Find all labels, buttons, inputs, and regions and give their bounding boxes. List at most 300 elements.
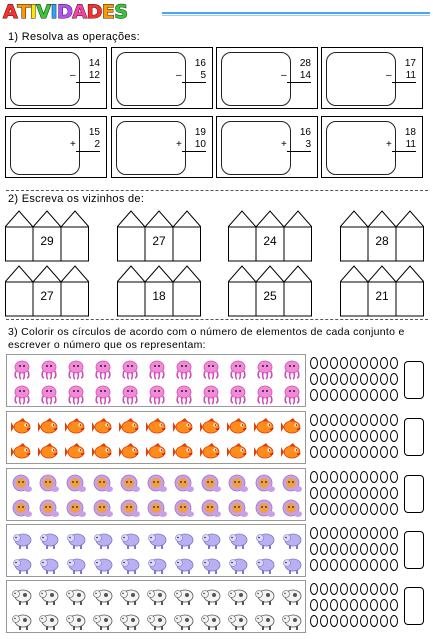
octopus-icon bbox=[11, 360, 33, 380]
title-letter: E bbox=[101, 1, 115, 23]
operand-top: 17 bbox=[404, 58, 416, 69]
count-circle[interactable] bbox=[380, 471, 388, 483]
lion-icon bbox=[146, 474, 168, 494]
count-circle[interactable] bbox=[330, 503, 338, 515]
count-circle[interactable] bbox=[370, 527, 378, 539]
center-number: 27 bbox=[40, 289, 54, 303]
operation-numbers bbox=[176, 127, 206, 152]
count-circle[interactable] bbox=[310, 389, 318, 401]
octopus-icon bbox=[146, 385, 168, 405]
count-circle[interactable] bbox=[320, 583, 328, 595]
count-circle[interactable] bbox=[380, 559, 388, 571]
octopus-icon bbox=[11, 385, 33, 405]
count-circle[interactable] bbox=[340, 543, 348, 555]
octopus-icon bbox=[38, 360, 60, 380]
count-circle[interactable] bbox=[360, 487, 368, 499]
lion-icon bbox=[281, 474, 303, 494]
operation-numbers bbox=[70, 58, 100, 83]
left-neighbor-blank[interactable] bbox=[118, 283, 144, 316]
operation-cell bbox=[321, 116, 423, 178]
count-circle[interactable] bbox=[350, 599, 358, 611]
count-circle[interactable] bbox=[390, 357, 398, 369]
count-circle[interactable] bbox=[350, 543, 358, 555]
count-circle[interactable] bbox=[390, 527, 398, 539]
count-circle[interactable] bbox=[370, 487, 378, 499]
lion-icon bbox=[254, 474, 276, 494]
octopus-icon bbox=[173, 360, 195, 380]
sheep-icon bbox=[119, 530, 141, 550]
count-circle[interactable] bbox=[340, 599, 348, 611]
count-circle[interactable] bbox=[360, 615, 368, 627]
count-circle[interactable] bbox=[380, 543, 388, 555]
answer-box[interactable] bbox=[404, 531, 424, 569]
operation-cell bbox=[5, 116, 107, 178]
lion-icon bbox=[254, 499, 276, 519]
operator-sign: + bbox=[70, 139, 76, 150]
count-circle[interactable] bbox=[340, 487, 348, 499]
count-circle[interactable] bbox=[320, 503, 328, 515]
operation-numbers bbox=[281, 127, 311, 152]
count-circle[interactable] bbox=[370, 583, 378, 595]
answer-box[interactable] bbox=[404, 587, 424, 625]
operand-bottom bbox=[70, 139, 100, 152]
circle-set bbox=[310, 468, 400, 521]
count-circle[interactable] bbox=[330, 446, 338, 458]
count-circle[interactable] bbox=[390, 373, 398, 385]
octopus-icon bbox=[227, 360, 249, 380]
count-circle[interactable] bbox=[350, 446, 358, 458]
count-circle[interactable] bbox=[380, 487, 388, 499]
section-divider bbox=[6, 319, 428, 320]
count-circle[interactable] bbox=[350, 559, 358, 571]
operand-top: 16 bbox=[299, 127, 311, 138]
title-letter: S bbox=[114, 1, 128, 23]
header-divider bbox=[162, 12, 430, 14]
sheep-icon bbox=[146, 530, 168, 550]
octopus-icon bbox=[119, 385, 141, 405]
count-circle[interactable] bbox=[380, 414, 388, 426]
fish-icon bbox=[173, 417, 195, 437]
fish-icon bbox=[38, 417, 60, 437]
count-circle[interactable] bbox=[360, 599, 368, 611]
count-circle[interactable] bbox=[320, 599, 328, 611]
count-circle[interactable] bbox=[360, 430, 368, 442]
left-neighbor-blank[interactable] bbox=[6, 283, 32, 316]
title-letter: T bbox=[17, 1, 30, 23]
lion-icon bbox=[227, 499, 249, 519]
count-circle[interactable] bbox=[350, 414, 358, 426]
cow-icon bbox=[11, 611, 33, 631]
operand-bottom-value: 5 bbox=[200, 70, 206, 81]
sheep-icon bbox=[11, 555, 33, 575]
count-circle[interactable] bbox=[350, 527, 358, 539]
count-circle[interactable] bbox=[330, 527, 338, 539]
header-divider-thin bbox=[162, 15, 430, 16]
cow-icon bbox=[65, 586, 87, 606]
count-circle[interactable] bbox=[360, 373, 368, 385]
count-circle[interactable] bbox=[320, 430, 328, 442]
title-logo bbox=[3, 1, 128, 23]
operation-cell bbox=[5, 47, 107, 109]
count-circle[interactable] bbox=[370, 446, 378, 458]
count-circle[interactable] bbox=[340, 357, 348, 369]
count-circle[interactable] bbox=[340, 373, 348, 385]
right-neighbor-blank[interactable] bbox=[174, 283, 200, 316]
count-circle[interactable] bbox=[310, 615, 318, 627]
count-circle[interactable] bbox=[330, 543, 338, 555]
count-circle[interactable] bbox=[390, 543, 398, 555]
operator-sign: + bbox=[176, 139, 182, 150]
question-3-title-line2: escrever o número que os representam: bbox=[8, 339, 206, 351]
count-circle[interactable] bbox=[330, 559, 338, 571]
operator-sign: – bbox=[281, 70, 287, 81]
count-circle[interactable] bbox=[360, 543, 368, 555]
operation-numbers bbox=[386, 127, 416, 152]
fish-icon bbox=[11, 417, 33, 437]
neighbor-house bbox=[117, 262, 201, 317]
operand-bottom bbox=[281, 70, 311, 83]
center-number: 28 bbox=[375, 234, 389, 248]
count-circle[interactable] bbox=[310, 430, 318, 442]
lion-icon bbox=[200, 474, 222, 494]
count-circle[interactable] bbox=[390, 414, 398, 426]
count-circle[interactable] bbox=[320, 615, 328, 627]
count-circle[interactable] bbox=[360, 357, 368, 369]
octopus-icon bbox=[65, 360, 87, 380]
count-circle[interactable] bbox=[370, 471, 378, 483]
left-neighbor-blank[interactable] bbox=[341, 228, 367, 261]
cow-icon bbox=[227, 586, 249, 606]
right-neighbor-blank[interactable] bbox=[397, 228, 423, 261]
octopus-icon bbox=[38, 385, 60, 405]
fish-icon bbox=[173, 442, 195, 462]
operand-bottom bbox=[281, 139, 311, 152]
cow-icon bbox=[38, 611, 60, 631]
page-header bbox=[0, 0, 433, 24]
count-circle[interactable] bbox=[350, 487, 358, 499]
operand-top: 16 bbox=[194, 58, 206, 69]
count-circle[interactable] bbox=[340, 583, 348, 595]
count-circle[interactable] bbox=[310, 503, 318, 515]
lion-icon bbox=[119, 474, 141, 494]
question-3-title-line1: 3) Colorir os círculos de acordo com o número de elementos de cada conjunto e bbox=[8, 326, 405, 338]
count-circle[interactable] bbox=[330, 487, 338, 499]
neighbor-house bbox=[5, 207, 89, 262]
lion-icon bbox=[11, 474, 33, 494]
count-circle[interactable] bbox=[310, 583, 318, 595]
right-neighbor-blank[interactable] bbox=[397, 283, 423, 316]
title-letter: I bbox=[50, 1, 58, 23]
count-circle[interactable] bbox=[370, 389, 378, 401]
count-circle[interactable] bbox=[350, 389, 358, 401]
count-circle[interactable] bbox=[340, 615, 348, 627]
sheep-icon bbox=[200, 555, 222, 575]
lion-icon bbox=[11, 499, 33, 519]
operator-sign: – bbox=[386, 70, 392, 81]
octopus-icon bbox=[200, 360, 222, 380]
count-circle[interactable] bbox=[370, 414, 378, 426]
count-circle[interactable] bbox=[320, 543, 328, 555]
cow-icon bbox=[173, 586, 195, 606]
octopus-icon bbox=[92, 385, 114, 405]
lion-icon bbox=[173, 474, 195, 494]
right-neighbor-blank[interactable] bbox=[174, 228, 200, 261]
count-circle[interactable] bbox=[360, 583, 368, 595]
sheep-icon bbox=[65, 530, 87, 550]
operand-top: 19 bbox=[194, 127, 206, 138]
operator-sign: + bbox=[386, 139, 392, 150]
title-letter: A bbox=[72, 1, 87, 23]
count-circle[interactable] bbox=[390, 471, 398, 483]
count-circle[interactable] bbox=[390, 559, 398, 571]
count-circle[interactable] bbox=[360, 414, 368, 426]
lion-icon bbox=[65, 499, 87, 519]
neighbor-house bbox=[5, 262, 89, 317]
count-circle[interactable] bbox=[350, 373, 358, 385]
operation-cell bbox=[216, 47, 318, 109]
count-circle[interactable] bbox=[310, 487, 318, 499]
sheep-icon bbox=[281, 530, 303, 550]
count-circle[interactable] bbox=[310, 527, 318, 539]
count-circle[interactable] bbox=[330, 583, 338, 595]
left-neighbor-blank[interactable] bbox=[229, 228, 255, 261]
count-circle[interactable] bbox=[330, 599, 338, 611]
right-neighbor-blank[interactable] bbox=[285, 283, 311, 316]
operand-bottom-value: 11 bbox=[405, 70, 416, 81]
count-circle[interactable] bbox=[360, 527, 368, 539]
count-circle[interactable] bbox=[310, 471, 318, 483]
lion-icon bbox=[281, 499, 303, 519]
cow-icon bbox=[254, 611, 276, 631]
count-circle[interactable] bbox=[340, 430, 348, 442]
count-circle[interactable] bbox=[350, 583, 358, 595]
count-circle[interactable] bbox=[320, 471, 328, 483]
left-neighbor-blank[interactable] bbox=[6, 228, 32, 261]
count-circle[interactable] bbox=[310, 543, 318, 555]
count-circle[interactable] bbox=[310, 599, 318, 611]
count-circle[interactable] bbox=[370, 430, 378, 442]
sheep-icon bbox=[227, 530, 249, 550]
operand-top: 28 bbox=[299, 58, 311, 69]
center-number: 29 bbox=[40, 234, 54, 248]
count-circle[interactable] bbox=[360, 559, 368, 571]
sheep-icon bbox=[227, 555, 249, 575]
operand-bottom bbox=[176, 70, 206, 83]
title-letter: A bbox=[3, 1, 18, 23]
operation-numbers bbox=[70, 127, 100, 152]
count-circle[interactable] bbox=[360, 389, 368, 401]
count-circle[interactable] bbox=[390, 599, 398, 611]
fish-icon bbox=[119, 417, 141, 437]
cow-icon bbox=[227, 611, 249, 631]
circle-set bbox=[310, 524, 400, 577]
count-circle[interactable] bbox=[380, 357, 388, 369]
count-circle[interactable] bbox=[390, 389, 398, 401]
cow-icon bbox=[200, 611, 222, 631]
count-circle[interactable] bbox=[310, 357, 318, 369]
right-neighbor-blank[interactable] bbox=[285, 228, 311, 261]
count-circle[interactable] bbox=[320, 357, 328, 369]
operator-sign: + bbox=[281, 139, 287, 150]
count-circle[interactable] bbox=[320, 559, 328, 571]
octopus-icon bbox=[254, 385, 276, 405]
count-circle[interactable] bbox=[340, 471, 348, 483]
count-circle[interactable] bbox=[350, 503, 358, 515]
count-circle[interactable] bbox=[330, 414, 338, 426]
fish-icon bbox=[227, 442, 249, 462]
count-circle[interactable] bbox=[340, 389, 348, 401]
sheep-icon bbox=[119, 555, 141, 575]
cow-icon bbox=[254, 586, 276, 606]
left-neighbor-blank[interactable] bbox=[118, 228, 144, 261]
animal-set bbox=[6, 411, 306, 464]
cow-icon bbox=[65, 611, 87, 631]
count-circle[interactable] bbox=[350, 471, 358, 483]
answer-box[interactable] bbox=[404, 361, 424, 399]
answer-box[interactable] bbox=[404, 475, 424, 513]
fish-icon bbox=[281, 442, 303, 462]
count-circle[interactable] bbox=[370, 559, 378, 571]
octopus-icon bbox=[254, 360, 276, 380]
count-circle[interactable] bbox=[390, 487, 398, 499]
fish-icon bbox=[11, 442, 33, 462]
operation-cell bbox=[111, 116, 213, 178]
animal-set bbox=[6, 354, 306, 407]
count-circle[interactable] bbox=[320, 527, 328, 539]
count-circle[interactable] bbox=[320, 389, 328, 401]
operand-bottom bbox=[386, 139, 416, 152]
count-circle[interactable] bbox=[340, 414, 348, 426]
sheep-icon bbox=[11, 530, 33, 550]
lion-icon bbox=[38, 499, 60, 519]
operation-cell bbox=[321, 47, 423, 109]
operand-top: 15 bbox=[88, 127, 100, 138]
cow-icon bbox=[92, 611, 114, 631]
cow-icon bbox=[173, 611, 195, 631]
count-circle[interactable] bbox=[330, 471, 338, 483]
count-circle[interactable] bbox=[370, 543, 378, 555]
count-circle[interactable] bbox=[370, 599, 378, 611]
count-circle[interactable] bbox=[340, 446, 348, 458]
operand-bottom bbox=[176, 139, 206, 152]
count-circle[interactable] bbox=[330, 357, 338, 369]
left-neighbor-blank[interactable] bbox=[229, 283, 255, 316]
operation-cell bbox=[111, 47, 213, 109]
cow-icon bbox=[146, 586, 168, 606]
lion-icon bbox=[119, 499, 141, 519]
cow-icon bbox=[281, 611, 303, 631]
count-circle[interactable] bbox=[330, 615, 338, 627]
count-circle[interactable] bbox=[370, 373, 378, 385]
count-circle[interactable] bbox=[340, 559, 348, 571]
octopus-icon bbox=[119, 360, 141, 380]
count-circle[interactable] bbox=[390, 583, 398, 595]
count-circle[interactable] bbox=[390, 446, 398, 458]
answer-box[interactable] bbox=[404, 418, 424, 456]
count-circle[interactable] bbox=[320, 487, 328, 499]
operator-sign: – bbox=[176, 70, 182, 81]
sheep-icon bbox=[173, 530, 195, 550]
cow-icon bbox=[200, 586, 222, 606]
count-circle[interactable] bbox=[390, 615, 398, 627]
count-circle[interactable] bbox=[310, 446, 318, 458]
count-circle[interactable] bbox=[370, 357, 378, 369]
fish-icon bbox=[65, 417, 87, 437]
count-circle[interactable] bbox=[380, 389, 388, 401]
count-circle[interactable] bbox=[320, 414, 328, 426]
count-circle[interactable] bbox=[310, 414, 318, 426]
count-circle[interactable] bbox=[340, 527, 348, 539]
count-circle[interactable] bbox=[320, 446, 328, 458]
operand-bottom-value: 11 bbox=[405, 139, 416, 150]
fish-icon bbox=[38, 442, 60, 462]
count-circle[interactable] bbox=[370, 615, 378, 627]
count-circle[interactable] bbox=[380, 373, 388, 385]
count-circle[interactable] bbox=[390, 503, 398, 515]
cow-icon bbox=[281, 586, 303, 606]
count-circle[interactable] bbox=[310, 373, 318, 385]
question-1-title: 1) Resolva as operações: bbox=[8, 31, 140, 43]
operation-numbers bbox=[386, 58, 416, 83]
count-circle[interactable] bbox=[380, 430, 388, 442]
count-circle[interactable] bbox=[380, 615, 388, 627]
left-neighbor-blank[interactable] bbox=[341, 283, 367, 316]
fish-icon bbox=[254, 417, 276, 437]
title-letter: D bbox=[57, 1, 73, 23]
octopus-icon bbox=[227, 385, 249, 405]
right-neighbor-blank[interactable] bbox=[62, 228, 88, 261]
fish-icon bbox=[281, 417, 303, 437]
sheep-icon bbox=[281, 555, 303, 575]
count-circle[interactable] bbox=[320, 373, 328, 385]
sheep-icon bbox=[254, 530, 276, 550]
count-circle[interactable] bbox=[310, 559, 318, 571]
count-circle[interactable] bbox=[380, 583, 388, 595]
count-circle[interactable] bbox=[350, 357, 358, 369]
fish-icon bbox=[146, 417, 168, 437]
count-circle[interactable] bbox=[350, 615, 358, 627]
title-letter: D bbox=[86, 1, 102, 23]
count-circle[interactable] bbox=[330, 373, 338, 385]
operand-bottom bbox=[70, 70, 100, 83]
operation-numbers bbox=[176, 58, 206, 83]
count-circle[interactable] bbox=[360, 503, 368, 515]
count-circle[interactable] bbox=[360, 471, 368, 483]
count-circle[interactable] bbox=[330, 389, 338, 401]
count-circle[interactable] bbox=[380, 503, 388, 515]
count-circle[interactable] bbox=[380, 446, 388, 458]
sheep-icon bbox=[92, 530, 114, 550]
count-circle[interactable] bbox=[350, 430, 358, 442]
lion-icon bbox=[92, 474, 114, 494]
count-circle[interactable] bbox=[330, 430, 338, 442]
count-circle[interactable] bbox=[380, 527, 388, 539]
count-circle[interactable] bbox=[340, 503, 348, 515]
octopus-icon bbox=[281, 360, 303, 380]
neighbor-house bbox=[117, 207, 201, 262]
count-circle[interactable] bbox=[370, 503, 378, 515]
neighbor-house bbox=[228, 207, 312, 262]
count-circle[interactable] bbox=[390, 430, 398, 442]
right-neighbor-blank[interactable] bbox=[62, 283, 88, 316]
count-circle[interactable] bbox=[380, 599, 388, 611]
fish-icon bbox=[227, 417, 249, 437]
operand-top: 18 bbox=[404, 127, 416, 138]
cow-icon bbox=[146, 611, 168, 631]
lion-icon bbox=[146, 499, 168, 519]
cow-icon bbox=[11, 586, 33, 606]
count-circle[interactable] bbox=[360, 446, 368, 458]
